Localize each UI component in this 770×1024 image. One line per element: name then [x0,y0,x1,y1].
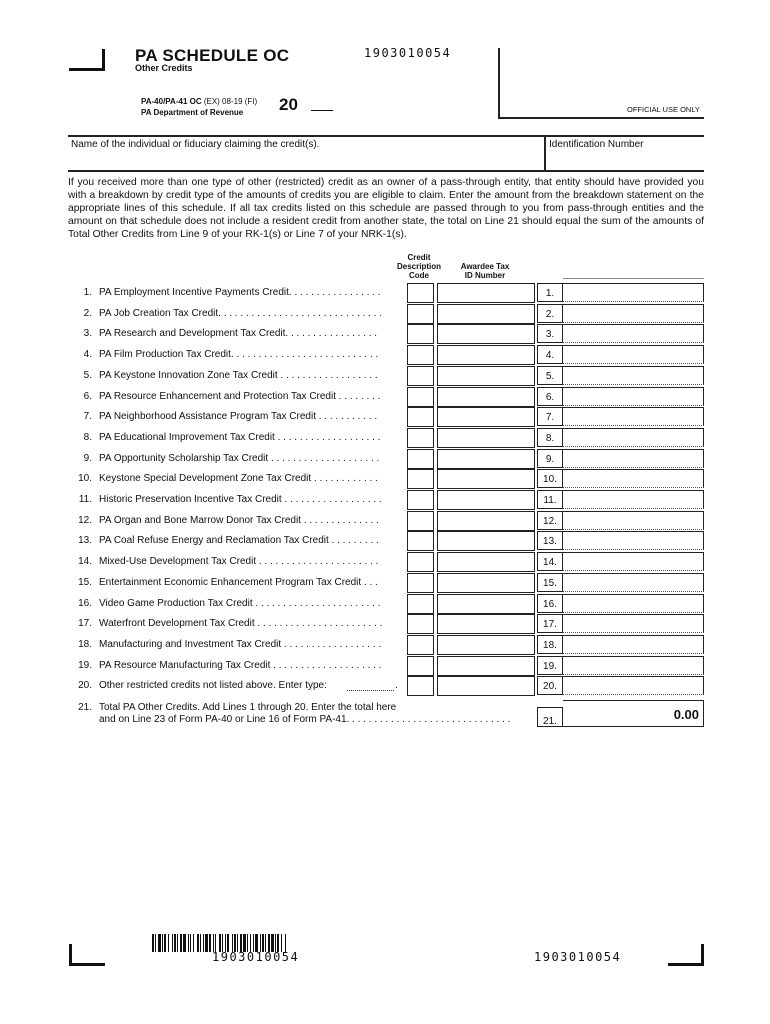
credit-line-row [0,573,770,594]
awardee-tax-id-field[interactable] [437,594,535,614]
instructions-paragraph: If you received more than one type of other (restricted) credit as an owner of a pass-through entity, that entity should have provided you with a breakdown by credit type of the amounts of credits you are eligible to claim. Enter the amount from the breakdown statement on the appropriate lines of this schedule. If all tax credits listed on this schedule are passed through to you from pass-through entities and the amount on that schedule does not include a resident credit from another state, the total on Line 21 should equal the sum of the amounts of Total Other Credits from Line 9 of your RK-1(s) or Line 7 of your NRK-1(s). [68,177,704,240]
tax-year-prefix: 20 [279,95,298,114]
line-number-box: 18. [537,635,563,654]
credit-line-row [0,449,770,470]
ocr-code-bottom-left: 1903010054 [212,950,300,964]
line-label: PA Coal Refuse Energy and Reclamation Tax Credit . . . . . . . . . [99,535,379,547]
line-number: 5. [83,369,92,381]
awardee-tax-id-field[interactable] [437,428,535,448]
ocr-code-bottom-right: 1903010054 [534,950,622,964]
credit-amount-field[interactable] [563,635,704,654]
awardee-header-line1: Awardee Tax [460,262,510,271]
line-number-box: 1. [537,283,563,302]
awardee-tax-id-field[interactable] [437,511,535,531]
awardee-tax-id-field[interactable] [437,552,535,572]
credit-line-row [0,469,770,490]
department-name: PA Department of Revenue [141,108,244,117]
line-number-box: 2. [537,304,563,323]
credit-code-header-line3: Code [409,271,429,280]
credit-description-code-field[interactable] [407,614,434,634]
amount-column-top-rule [563,278,704,279]
awardee-tax-id-field[interactable] [437,676,535,696]
line-number: 15. [78,576,92,588]
line-label: PA Resource Enhancement and Protection Tax Credit . . . . . . . . [99,390,381,402]
identification-number-field[interactable] [547,152,704,170]
line-label: PA Neighborhood Assistance Program Tax Credit . . . . . . . . . . . [99,411,378,423]
credit-amount-field[interactable] [563,676,704,695]
line-number: 12. [78,514,92,526]
identity-top-rule [68,135,704,137]
line-label: PA Employment Incentive Payments Credit. . . . . . . . . . . . . . . . . [99,287,381,298]
line-number: 9. [83,452,92,464]
corner-mark-bottom-right [668,944,704,966]
line-label: PA Keystone Innovation Zone Tax Credit . . . . . . . . . . . . . . . . . . [99,369,378,381]
awardee-id-column-header [449,262,521,280]
credit-description-code-field[interactable] [407,594,434,614]
line-label: PA Film Production Tax Credit. . . . . . . . . . . . . . . . . . . . . . . . . . . [99,349,379,361]
header-rule [498,117,704,119]
line-number: 18. [78,638,92,650]
official-use-divider [498,48,500,118]
credit-amount-field[interactable] [563,656,704,675]
barcode-bar [183,934,186,952]
total-line-number: 21. [78,702,92,713]
line-number: 3. [83,328,92,340]
line-number-box: 6. [537,387,563,406]
credit-description-code-field[interactable] [407,656,434,676]
barcode-bar [197,934,199,952]
credit-amount-field[interactable] [563,511,704,530]
barcode-bar [152,934,154,952]
awardee-tax-id-field[interactable] [437,304,535,324]
credit-line-row [0,656,770,677]
barcode-bar [188,934,189,952]
credit-code-header-line1: Credit [407,253,431,262]
line-number: 19. [78,659,92,671]
form-code: PA-40/PA-41 OC [141,97,202,106]
awardee-tax-id-field[interactable] [437,366,535,386]
line-number-box: 15. [537,573,563,592]
form-subtitle: Other Credits [135,63,193,73]
credit-amount-field[interactable] [563,614,704,633]
barcode-bar [205,934,208,952]
line-label: PA Resource Manufacturing Tax Credit . . . . . . . . . . . . . . . . . . . . [99,659,382,671]
form-identifier [141,96,257,118]
line-label: PA Job Creation Tax Credit. . . . . . . . . . . . . . . . . . . . . . . . . . . . . . [99,307,383,319]
barcode-bar [190,934,191,952]
credit-line-row [0,594,770,615]
credit-amount-field[interactable] [563,469,704,488]
line-number-box: 7. [537,407,563,426]
credit-description-code-field[interactable] [407,428,434,448]
line-number: 7. [83,411,92,423]
line-number-box: 12. [537,511,563,530]
credit-description-code-field[interactable] [407,469,434,489]
credit-line-row [0,366,770,387]
credit-description-code-field[interactable] [407,366,434,386]
barcode-bar [172,934,173,952]
form-revision: (EX) 08-19 (FI) [201,97,258,106]
credit-line-row [0,283,770,304]
credit-line-row [0,635,770,656]
awardee-tax-id-field[interactable] [437,283,535,303]
barcode-bar [193,934,194,952]
line-number: 1. [83,287,92,298]
line-number: 10. [78,473,92,485]
awardee-tax-id-field[interactable] [437,345,535,365]
credit-amount-field[interactable] [563,531,704,550]
line-number: 13. [78,535,92,547]
line-label: Manufacturing and Investment Tax Credit . . . . . . . . . . . . . . . . . . [99,638,382,650]
total-line-box: 21. [537,707,563,727]
credit-line-row [0,511,770,532]
credit-code-header-line2: Description [396,262,441,271]
line-number-box: 19. [537,656,563,675]
credit-amount-field[interactable] [563,366,704,385]
awardee-tax-id-field[interactable] [437,614,535,634]
ocr-code-top: 1903010054 [364,46,452,60]
line-number-box: 16. [537,594,563,613]
credit-line-row [0,490,770,511]
credit-amount-field[interactable] [563,304,704,323]
barcode-bar [168,934,169,952]
identification-number-label: Identification Number [549,139,644,150]
credit-description-code-field[interactable] [407,531,434,551]
credit-description-code-field[interactable] [407,676,434,696]
credit-line-row [0,531,770,552]
line-label: Historic Preservation Incentive Tax Credit . . . . . . . . . . . . . . . . . . [99,494,382,505]
credit-amount-field[interactable] [563,407,704,426]
taxpayer-name-field[interactable] [68,152,542,170]
awardee-tax-id-field[interactable] [437,656,535,676]
awardee-tax-id-field[interactable] [437,490,535,510]
credit-amount-field[interactable] [563,573,704,592]
credit-description-code-field[interactable] [407,407,434,427]
corner-mark-bottom-left [69,944,105,966]
total-line [0,700,770,728]
official-use-label: OFFICIAL USE ONLY [627,105,700,114]
credit-description-code-field[interactable] [407,490,434,510]
line-number-box: 17. [537,614,563,633]
credit-amount-field[interactable] [563,428,704,447]
line-label: Other restricted credits not listed above. Enter type: [99,680,327,692]
barcode-bar [203,934,204,952]
line-number: 17. [78,618,92,630]
credit-line-row [0,614,770,635]
line-number: 14. [78,556,92,568]
credit-description-code-field[interactable] [407,304,434,324]
barcode-bar [200,934,201,952]
barcode-bar [174,934,176,952]
line-label: Mixed-Use Development Tax Credit . . . . . . . . . . . . . . . . . . . . . . [99,556,379,568]
credit-amount-field[interactable] [563,552,704,571]
line-label: PA Educational Improvement Tax Credit . . . . . . . . . . . . . . . . . . . [99,431,381,443]
total-line-label-1: Total PA Other Credits. Add Lines 1 through 20. Enter the total here [99,702,397,713]
line-number: 6. [83,390,92,402]
awardee-tax-id-field[interactable] [437,387,535,407]
credit-amount-field[interactable] [563,324,704,343]
line-label: PA Organ and Bone Marrow Donor Tax Credit . . . . . . . . . . . . . . [99,514,379,526]
credit-line-row [0,428,770,449]
credit-description-code-field[interactable] [407,449,434,469]
line-number-box: 8. [537,428,563,447]
other-credit-type-period: . [395,680,398,692]
total-amount-field[interactable]: 0.00 [563,700,704,727]
line-number-box: 13. [537,531,563,550]
credit-line-row [0,407,770,428]
credit-amount-field[interactable] [563,490,704,509]
corner-mark-top-left [69,49,105,71]
barcode-bar [162,934,163,952]
barcode-bar [180,934,182,952]
barcode-bar [155,934,156,952]
tax-year-field[interactable] [311,110,333,111]
awardee-tax-id-field[interactable] [437,324,535,344]
credit-amount-field[interactable] [563,387,704,406]
credit-amount-field[interactable] [563,345,704,364]
line-number: 20. [78,680,92,692]
line-number-box: 4. [537,345,563,364]
awardee-tax-id-field[interactable] [437,469,535,489]
line-number: 4. [83,349,92,361]
credit-line-row [0,676,770,697]
line-number-box: 11. [537,490,563,509]
credit-amount-field[interactable] [563,449,704,468]
credit-description-code-field[interactable] [407,283,434,303]
awardee-tax-id-field[interactable] [437,635,535,655]
taxpayer-name-label: Name of the individual or fiduciary claiming the credit(s). [71,139,320,150]
credit-line-row [0,304,770,325]
credit-amount-field[interactable] [563,283,704,302]
barcode-bar [158,934,161,952]
line-number-box: 3. [537,324,563,343]
line-label: PA Opportunity Scholarship Tax Credit . . . . . . . . . . . . . . . . . . . . [99,452,380,464]
barcode-bar [164,934,166,952]
awardee-tax-id-field[interactable] [437,407,535,427]
line-number-box: 9. [537,449,563,468]
credit-description-code-field[interactable] [407,552,434,572]
line-number-box: 14. [537,552,563,571]
awardee-tax-id-field[interactable] [437,449,535,469]
identity-bottom-rule [68,170,704,172]
line-number: 11. [78,494,92,505]
other-credit-type-field[interactable] [347,690,394,691]
credit-description-code-field[interactable] [407,387,434,407]
credit-line-row [0,345,770,366]
line-number: 8. [83,431,92,443]
awardee-header-line2: ID Number [464,271,506,280]
credit-code-column-header [391,253,447,280]
credit-line-row [0,324,770,345]
line-number-box: 5. [537,366,563,385]
form-title: PA SCHEDULE OC [135,46,290,65]
line-label: Keystone Special Development Zone Tax Credit . . . . . . . . . . . . [99,473,378,485]
awardee-tax-id-field[interactable] [437,573,535,593]
line-label: Entertainment Economic Enhancement Program Tax Credit . . . [99,576,378,588]
line-label: Video Game Production Tax Credit . . . . . . . . . . . . . . . . . . . . . . . [99,597,381,609]
credit-description-code-field[interactable] [407,635,434,655]
line-label: PA Research and Development Tax Credit. . . . . . . . . . . . . . . . . [99,328,378,340]
barcode-bar [209,934,211,952]
credit-description-code-field[interactable] [407,324,434,344]
credit-line-row [0,552,770,573]
line-number: 2. [83,307,92,319]
line-label: Waterfront Development Tax Credit . . . . . . . . . . . . . . . . . . . . . . . [99,618,383,630]
awardee-tax-id-field[interactable] [437,531,535,551]
credit-amount-field[interactable] [563,594,704,613]
barcode-bar [177,934,178,952]
credit-description-code-field[interactable] [407,345,434,365]
credit-description-code-field[interactable] [407,573,434,593]
line-number-box: 20. [537,676,563,695]
total-line-label-2: and on Line 23 of Form PA-40 or Line 16 of Form PA-41. . . . . . . . . . . . . . . . . . . . . . . . . . . . . . [99,714,511,725]
line-number-box: 10. [537,469,563,488]
identity-divider [544,135,546,171]
line-number: 16. [78,597,92,609]
credit-description-code-field[interactable] [407,511,434,531]
credit-line-row [0,387,770,408]
